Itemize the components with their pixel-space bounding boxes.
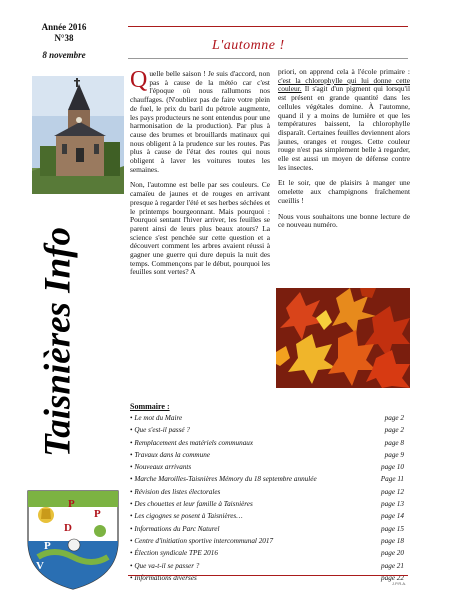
toc-item[interactable] [130,473,404,485]
paragraph-text: priori, on apprend cela à l'école primaire : [278,67,410,76]
toc-item[interactable] [130,424,404,436]
bottom-divider [128,575,408,576]
toc-item-page: page 21 [381,561,404,570]
toc-item-label: • Que s'est-il passé ? [130,424,190,436]
crest-letter: P [44,540,51,552]
toc-item-label: • Les cigognes se posent à Taisnières… [130,510,243,522]
toc-item-label: • Élection syndicale TPE 2016 [130,547,218,559]
credit: J.P.R.A. [392,581,407,586]
toc-item[interactable] [130,461,404,473]
toc-item-label: • Informations du Parc Naturel [130,523,219,535]
toc-item-page: page 20 [381,549,404,558]
toc-item[interactable] [130,547,404,559]
issue-info [14,22,114,61]
autumn-leaves-photo [276,288,410,388]
issue-number: N°38 [54,33,74,43]
drop-cap: Q [130,67,148,93]
underlined-text: c'est la chlorophylle qui lui donne cette couleur. [278,75,410,94]
toc-item[interactable] [130,486,404,498]
crest-letter: P [68,498,75,510]
toc-item[interactable] [130,412,404,424]
toc-item-label: • Révision des listes électorales [130,486,220,498]
toc-item-page: page 2 [384,414,404,422]
heading-divider [128,58,408,59]
toc-item-label: • Travaux dans la commune [130,449,210,461]
toc-item-label: • Des chouettes et leur famille à Taisnières [130,498,253,510]
toc-item-page: page 13 [381,500,404,509]
article-paragraph [278,68,410,172]
toc-item-page: page 12 [381,487,404,496]
article-paragraph [130,67,270,174]
toc-item-page: page 10 [381,463,404,472]
article-column-right [278,68,410,237]
toc-item-label: • Que va-t-il se passer ? [130,560,199,572]
toc-item-label: • Le mot du Maire [130,412,182,424]
toc-item[interactable] [130,449,404,461]
toc-item-page: Page 11 [380,475,404,484]
toc-item[interactable] [130,510,404,522]
issue-date: 8 novembre [42,50,86,60]
village-crest [24,487,122,591]
article-heading: L'automne ! [212,38,285,53]
toc-item-label: • Remplacement des matériels communaux [130,437,253,449]
toc-item-label: • Centre d'initiation sportive intercommunal 2017 [130,535,273,547]
toc-item[interactable] [130,523,404,535]
toc-item[interactable] [130,498,404,510]
toc-item-label: • Informations diverses [130,572,197,584]
paragraph-text: uelle belle saison ! Je suis d'accord, non pas à cause de la météo car c'est l'époque où nous rallumons nos chauffages. (N'oubliez pas de faire votre plein de fuel, le prix du baril du pétrole augmente, les pays producteurs ne sont entendus pour une harmonisation de la production). Par plus à cause des brumes et brouillards matinaux qui nous obligent à la prudence sur les routes. Pas plus à cause de l'état des routes qui nous obligent à laver les voitures toutes les semaines. [130,69,270,174]
toc-item-label: • Marche Maroilles-Taisnières Mémory du 18 septembre annulée [130,473,317,485]
crest-letter: V [36,560,44,572]
toc-item-page: page 8 [384,438,404,447]
paragraph-text: Il s'agit d'un pigment qui lorsqu'il est présent en grande quantité dans les cellules végétales domine. À l'automne, quand il y a moins de lumière et que les températures baissent, la chlorophylle disparaît. Certaines feuilles deviennent alors jaunes, oranges et rouges. Cette couleur rouge n'est pas simplement belle à regarder, elle est aussi un moyen de défense contre les insectes. [278,84,410,172]
church-photo [32,76,124,194]
toc-item[interactable] [130,560,404,572]
toc-item[interactable] [130,437,404,449]
article-paragraph: Non, l'automne est belle par ses couleurs. Ce camaïeu de jaunes et de rouges en arrivant presque à regarder l'été et ses herbes séchées et le printemps bourgeonnant. Mais pourquoi : Pourquoi sentant l'hiver arriver, les feuilles se parent ainsi de leurs plus beaux atours? La science s'est penchée sur cette question et a découvert comment les arbres avaient réussi à gagner une guerre qui dure depuis la nuit des temps. Commençons par le début, pourquoi les feuilles sont vertes? A [130,180,270,277]
toc-item-page: page 9 [384,450,404,459]
toc-item-page: page 15 [381,524,404,533]
article-paragraph: Nous vous souhaitons une bonne lecture de ce nouveau numéro. [278,211,410,230]
crest-letter: P [94,508,101,520]
toc-item-page: page 14 [381,512,404,521]
toc-item-page: page 22 [381,573,404,582]
article-column-left [130,67,270,284]
toc-title: Sommaire : [130,402,170,411]
issue-year: Année 2016 [41,22,87,32]
top-divider [128,26,408,27]
toc-item-label: • Nouveaux arrivants [130,461,191,473]
article-paragraph: Et le soir, que de plaisirs à manger une omelette aux champignons fraîchement cueillis ! [278,178,410,205]
newsletter-title: Taisnières Info [37,227,79,457]
crest-letter: D [64,522,72,534]
toc-item-page: page 18 [381,536,404,545]
toc-item-page: page 2 [384,426,404,435]
toc-item[interactable] [130,535,404,547]
